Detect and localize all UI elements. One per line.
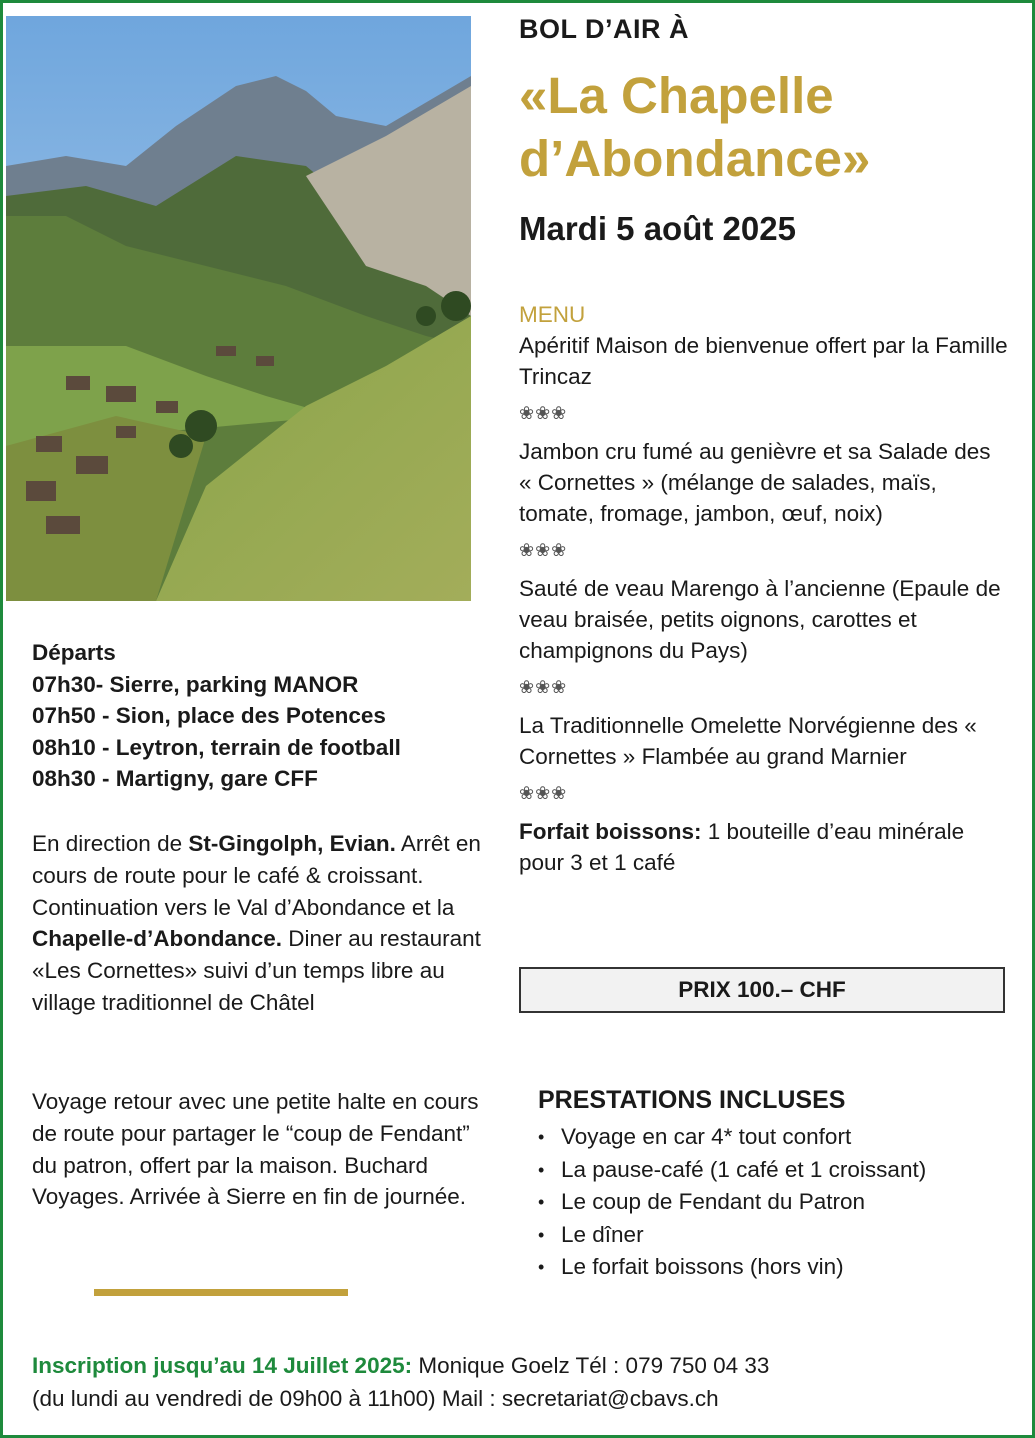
itinerary-text: Diner au restaurant «Les Cornettes» suivi d’un temps libre au village traditionnel de Châtel (32, 926, 481, 1015)
menu-course: Apéritif Maison de bienvenue offert par la Famille Trincaz (519, 333, 1008, 389)
event-date: Mardi 5 août 2025 (519, 210, 796, 247)
itinerary-text: En direction de (32, 831, 189, 856)
departure-item: 08h30 - Martigny, gare CFF (32, 766, 318, 791)
main-title (519, 64, 870, 190)
registration-footer (32, 1349, 769, 1415)
mountain-village-photo (6, 16, 471, 601)
flower-separator-icon: ❀❀❀ (519, 677, 568, 697)
list-item (538, 1121, 998, 1154)
departure-item: 08h10 - Leytron, terrain de football (32, 734, 401, 760)
bullet-icon: • (538, 1159, 545, 1180)
gold-divider (94, 1289, 348, 1296)
menu-heading: MENU (519, 302, 586, 327)
departures-title: Départs (32, 640, 116, 665)
return-paragraph: Voyage retour avec une petite halte en cours de route pour partager le “coup de Fendant” du patron, offert par la maison. Buchard Voyages. Arrivée à Sierre en fin de journée. (32, 1089, 479, 1210)
menu-course: Sauté de veau Marengo à l’ancienne (Epaule de veau braisée, petits oignons, carottes et champignons du Pays) (519, 576, 1001, 663)
itinerary-highlight: Chapelle-d’Abondance. (32, 926, 283, 952)
flower-separator-icon: ❀❀❀ (519, 403, 568, 423)
list-item-text: Le coup de Fendant du Patron (561, 1189, 865, 1214)
itinerary-paragraph (32, 828, 492, 1019)
list-item-text: Le dîner (561, 1221, 644, 1247)
list-item-text: Le forfait boissons (hors vin) (561, 1254, 844, 1279)
list-item (538, 1186, 998, 1219)
contact-hours-email: (du lundi au vendredi de 09h00 à 11h00) Mail : secretariat@cbavs.ch (32, 1386, 719, 1411)
flower-separator-icon: ❀❀❀ (519, 540, 568, 560)
main-title-line: «La Chapelle (519, 67, 834, 124)
bullet-icon: • (538, 1192, 545, 1212)
itinerary-highlight: St-Gingolph, Evian. (188, 831, 396, 856)
included-services-title: PRESTATIONS INCLUSES (538, 1086, 846, 1114)
departure-item: 07h50 - Sion, place des Potences (32, 703, 386, 728)
registration-deadline: Inscription jusqu’au 14 Juillet 2025: (32, 1353, 413, 1378)
list-item (538, 1251, 998, 1284)
list-item (538, 1219, 998, 1252)
main-title-line: d’Abondance» (519, 130, 871, 187)
bullet-icon: • (538, 1127, 545, 1147)
list-item (538, 1154, 998, 1187)
bullet-icon: • (538, 1257, 545, 1277)
menu-course: Jambon cru fumé au genièvre et sa Salade des « Cornettes » (mélange de salades, maïs, tomate, fromage, jambon, œuf, noix) (519, 439, 991, 526)
itinerary-text: Arrêt en cours de route pour le café & croissant. Continuation vers le Val d’Abondance et la (32, 831, 481, 920)
list-item-text: La pause-café (1 café et 1 croissant) (561, 1156, 927, 1182)
menu-course: La Traditionnelle Omelette Norvégienne des « Cornettes » Flambée au grand Marnier (519, 713, 977, 769)
registration-line (32, 1349, 769, 1382)
contact-phone: Monique Goelz Tél : 079 750 04 33 (412, 1353, 770, 1378)
list-item-text: Voyage en car 4* tout confort (561, 1124, 852, 1149)
flower-separator-icon: ❀❀❀ (519, 783, 568, 803)
included-services-list (538, 1121, 998, 1284)
departure-item: 07h30- Sierre, parking MANOR (32, 671, 359, 697)
departures-block (32, 637, 401, 795)
drinks-text: 1 bouteille d’eau minérale pour 3 et 1 café (519, 819, 965, 875)
drinks-package (519, 816, 1009, 878)
drinks-label: Forfait boissons: (519, 819, 702, 844)
menu-section (519, 299, 1009, 878)
price-box: PRIX 100.– CHF (519, 967, 1005, 1013)
eyebrow-title: BOL D’AIR À (519, 14, 690, 44)
bullet-icon: • (538, 1224, 545, 1245)
